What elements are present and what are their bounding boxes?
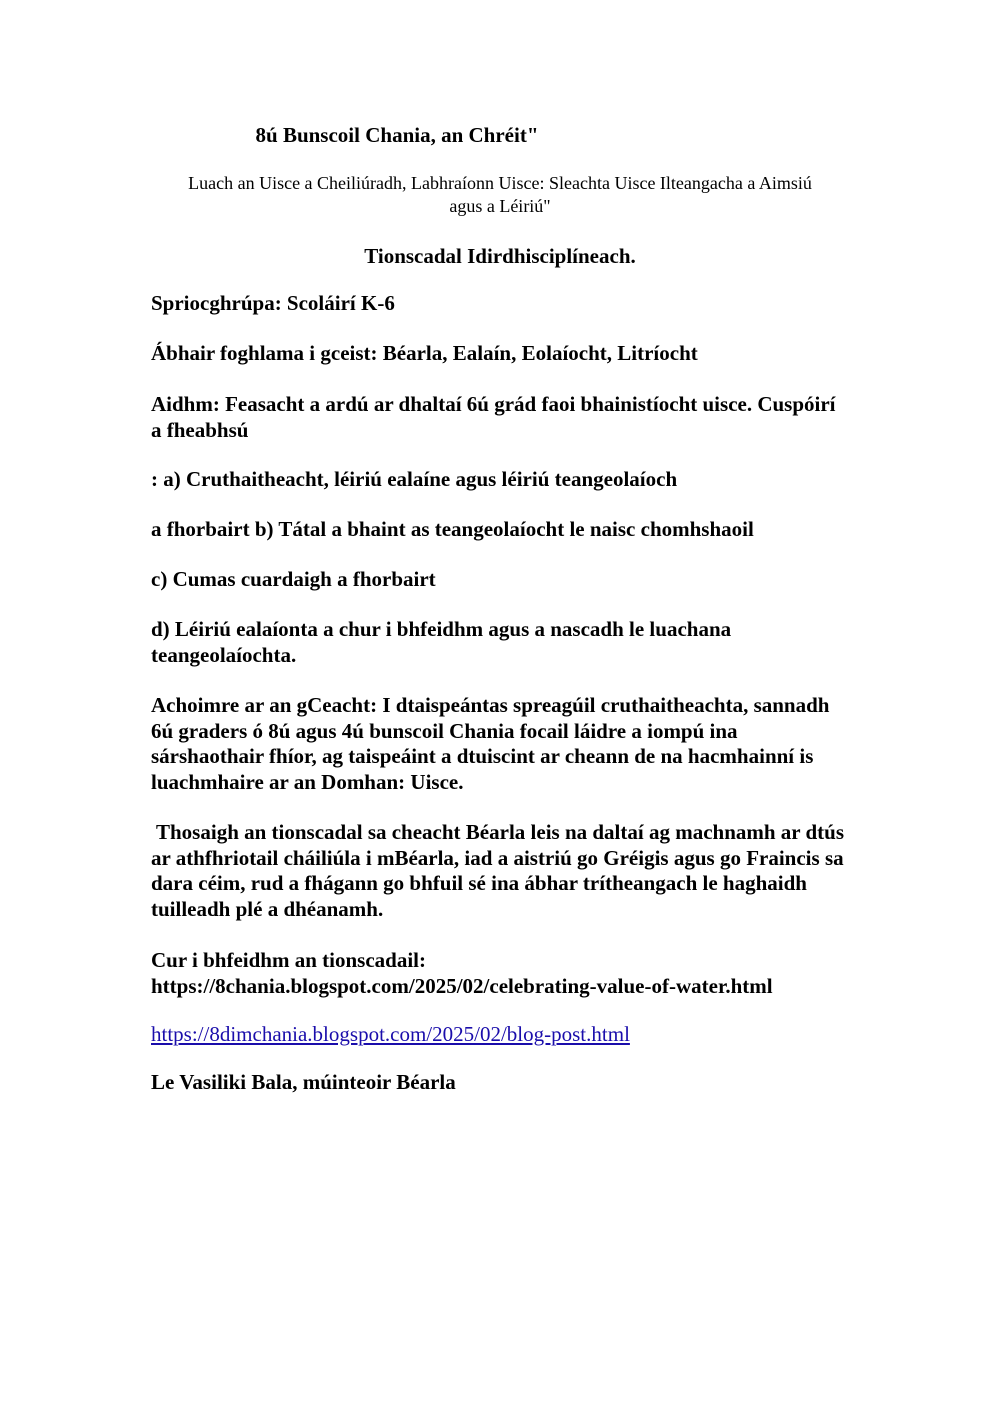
objective-b: a fhorbairt b) Tátal a bhaint as teangeolaíocht le naisc chomhshaoil [151, 517, 754, 541]
target-group: Spriocghrúpa: Scoláirí K-6 [151, 291, 395, 315]
objective-a: : a) Cruthaitheacht, léiriú ealaíne agus léiriú teangeolaíoch [151, 467, 678, 491]
aim-paragraph: Aidhm: Feasacht a ardú ar dhaltaí 6ú grád faoi bhainistíocht uisce. Cuspóirí a fheabhsú [151, 392, 836, 442]
implementation-label: Cur i bhfeidhm an tionscadail: [151, 948, 426, 972]
author-line: Le Vasiliki Bala, múinteoir Béarla [151, 1070, 456, 1094]
blog-post-link[interactable]: https://8dimchania.blogspot.com/2025/02/blog-post.html [151, 1022, 630, 1046]
project-subtitle: Luach an Uisce a Cheiliúradh, Labhraíonn Uisce: Sleachta Uisce Ilteangacha a Aimsiú agus a Léiriú" [188, 173, 812, 216]
implementation-section [151, 948, 851, 999]
project-type-heading: Tionscadal Idirdhisciplíneach. [364, 244, 636, 268]
subjects-line: Ábhair foghlama i gceist: Béarla, Ealaín, Eolaíocht, Litríocht [151, 341, 698, 365]
project-intro: Thosaigh an tionscadal sa cheacht Béarla leis na daltaí ag machnamh ar dtús ar athfhriotail cháiliúla i mBéarla, iad a aistriú go Gréigis agus go Fraincis sa dara céim, rud a fhágann go bhfuil sé ina ábhar trítheangach le haghaidh tuilleadh plé a dhéanamh. [151, 820, 845, 921]
objective-c: c) Cumas cuardaigh a fhorbairt [151, 567, 436, 591]
implementation-url: https://8chania.blogspot.com/2025/02/celebrating-value-of-water.html [151, 973, 773, 998]
school-title: 8ú Bunscoil Chania, an Chréit" [255, 123, 539, 147]
lesson-summary: Achoimre ar an gCeacht: I dtaispeántas spreagúil cruthaitheachta, sannadh 6ú graders ó 8ú agus 4ú bunscoil Chania focail láidre a iompú ina sárshaothair fhíor, ag taispeáint a dtuiscint ar cheann de na hacmhainní is luachmhaire ar an Domhan: Uisce. [151, 693, 830, 794]
blog-link-line [151, 1022, 851, 1047]
objective-d: d) Léiriú ealaíonta a chur i bhfeidhm agus a nascadh le luachana teangeolaíochta. [151, 617, 732, 667]
